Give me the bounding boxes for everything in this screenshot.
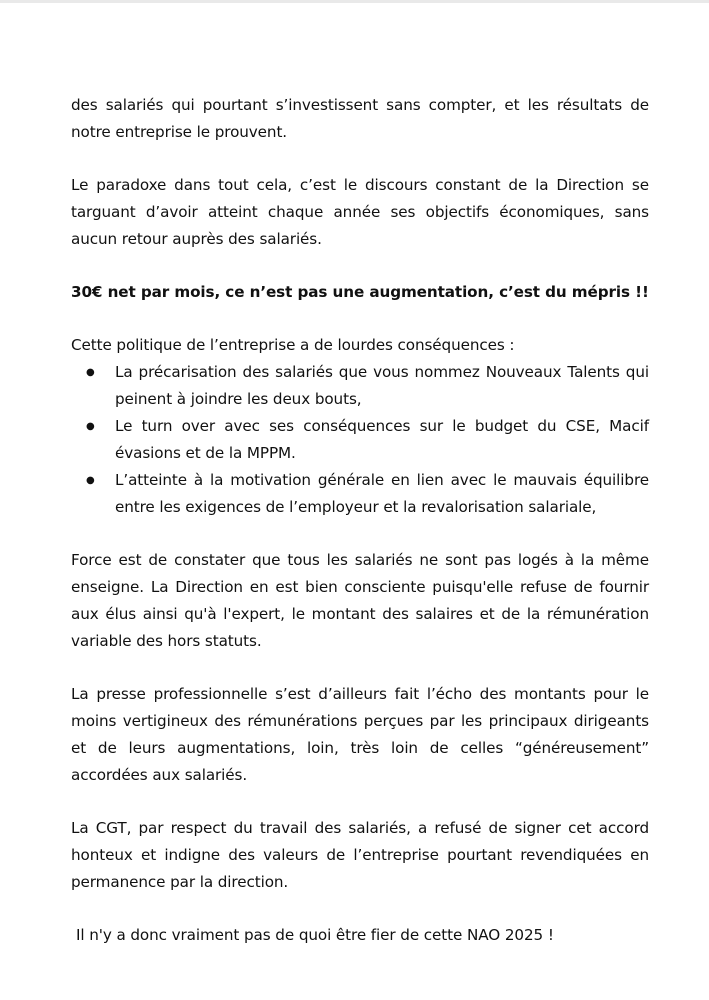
page-top-edge (0, 0, 709, 3)
paragraph-salaries: Force est de constater que tous les salariés ne sont pas logés à la même enseigne. La Direction en est bien consciente puisqu'elle refuse de fournir aux élus ainsi qu'à l'expert, le montant des salaires et de la rémunération variable des hors statuts. (71, 551, 649, 650)
consequences-intro: Cette politique de l’entreprise a de lourdes conséquences : (71, 336, 515, 354)
emphasis-statement: 30€ net par mois, ce n’est pas une augmentation, c’est du mépris !! (71, 283, 649, 301)
closing-statement: Il n'y a donc vraiment pas de quoi être fier de cette NAO 2025 ! (76, 926, 554, 944)
paragraph-paradox: Le paradoxe dans tout cela, c’est le discours constant de la Direction se targuant d’avoir atteint chaque année ses objectifs économiques, sans aucun retour auprès des salariés. (71, 176, 649, 248)
list-item: ● L’atteinte à la motivation générale en lien avec le mauvais équilibre entre les exigences de l’employeur et la revalorisation salariale, (115, 467, 649, 521)
paragraph-investment: des salariés qui pourtant s’investissent sans compter, et les résultats de notre entreprise le prouvent. (71, 96, 649, 141)
list-item: ● La précarisation des salariés que vous nommez Nouveaux Talents qui peinent à joindre les deux bouts, (115, 359, 649, 413)
paragraph-press: La presse professionnelle s’est d’ailleurs fait l’écho des montants pour le moins vertigineux des rémunérations perçues par les principaux dirigeants et de leurs augmentations, loin, très loin de celles “généreusement” accordées aux salariés. (71, 685, 649, 784)
list-item: ● Le turn over avec ses conséquences sur le budget du CSE, Macif évasions et de la MPPM. (115, 413, 649, 467)
consequences-list (71, 359, 649, 521)
document-page (71, 92, 649, 949)
paragraph-cgt: La CGT, par respect du travail des salariés, a refusé de signer cet accord honteux et indigne des valeurs de l’entreprise pourtant revendiquées en permanence par la direction. (71, 819, 649, 891)
